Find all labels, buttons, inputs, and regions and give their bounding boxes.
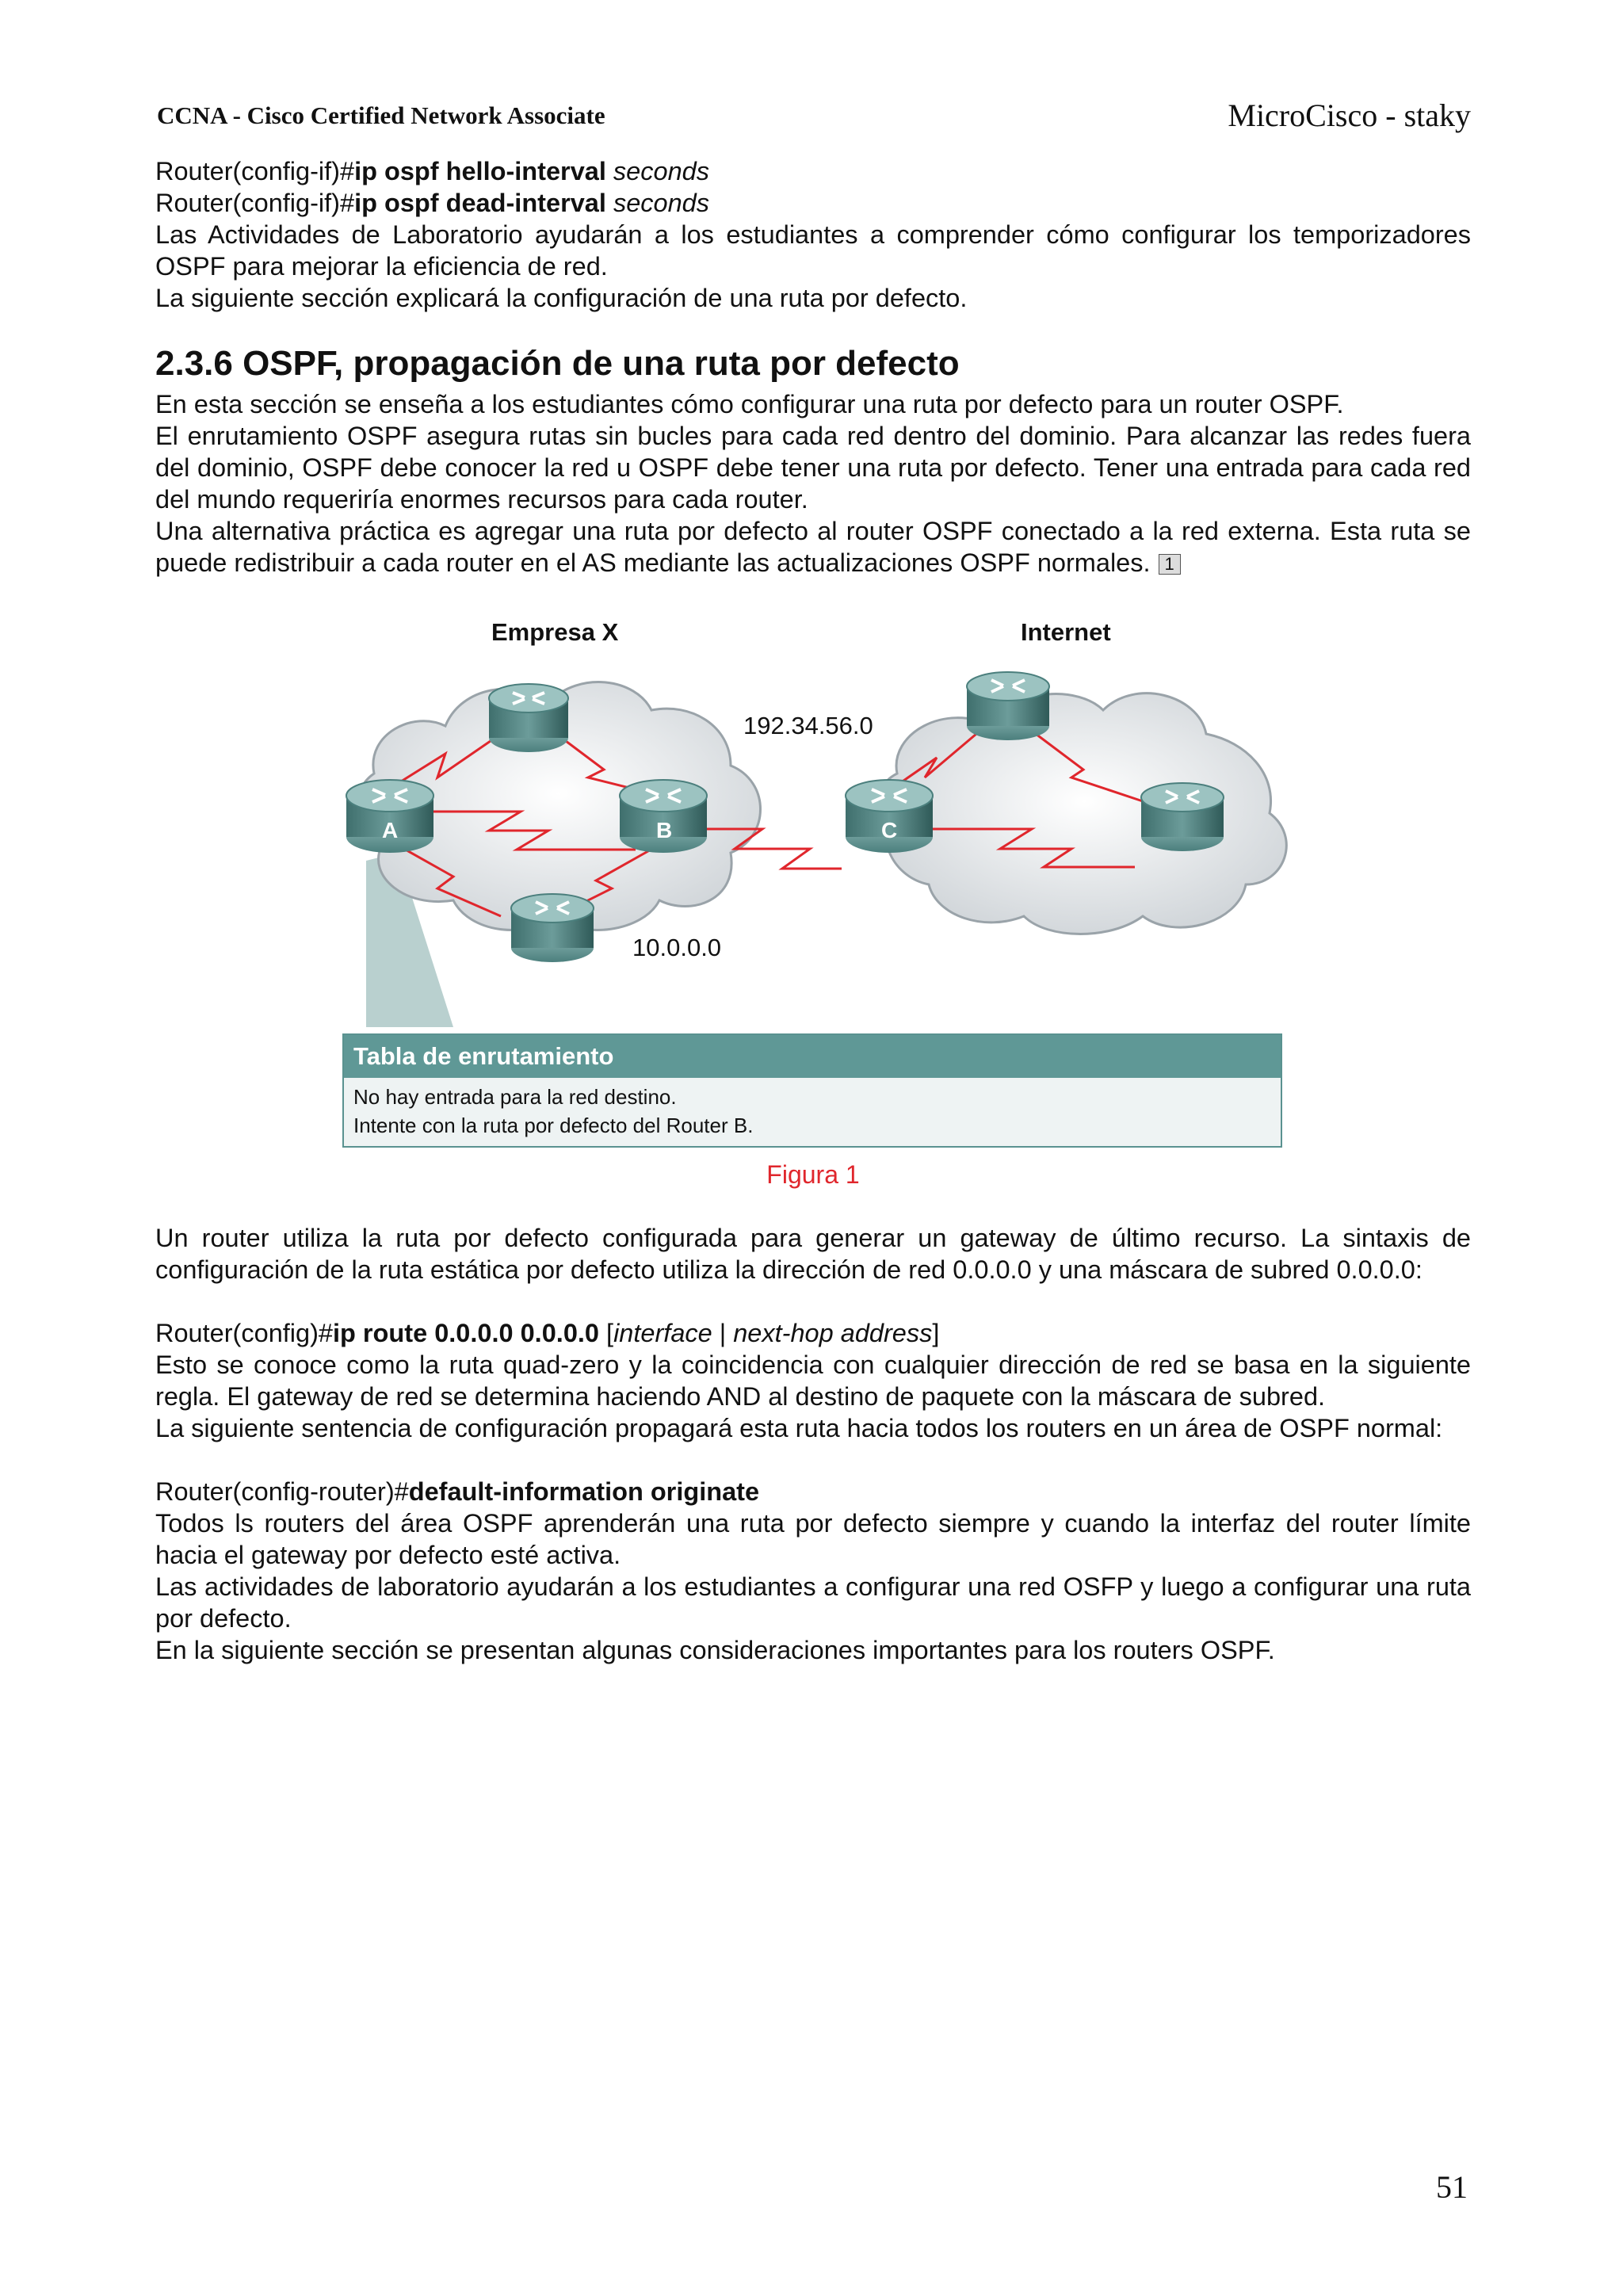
command-argument: interface [613, 1319, 712, 1347]
router-top-internet [967, 672, 1049, 740]
command-keyword: default-information originate [408, 1477, 760, 1506]
paragraph: Las Actividades de Laboratorio ayudarán a los estudiantes a comprender cómo configurar los temporizadores OSPF para mejorar la eficiencia de red. [155, 220, 1471, 281]
routing-table-body [344, 1078, 1281, 1146]
empresa-label: Empresa X [491, 618, 619, 646]
router-right-internet [1141, 783, 1224, 851]
network-diagram [319, 615, 1317, 1059]
router-c-label: C [881, 818, 898, 842]
internal-network-label: 10.0.0.0 [632, 934, 722, 961]
router-top-empresa [489, 684, 568, 752]
router-bottom-empresa [511, 894, 594, 962]
routing-table-line: No hay entrada para la red destino. [353, 1085, 677, 1109]
command-keyword: ip route 0.0.0.0 0.0.0.0 [333, 1319, 599, 1347]
command-keyword: ip ospf hello-interval [354, 157, 606, 185]
command-argument: seconds [613, 189, 709, 217]
header-author: MicroCisco - staky [1228, 97, 1471, 133]
network-link-label: 192.34.56.0 [743, 712, 873, 739]
paragraph [155, 515, 1471, 579]
command-prompt: Router(config)# [155, 1319, 333, 1347]
figure-caption: Figura 1 [766, 1160, 860, 1189]
command-separator: | [712, 1319, 734, 1347]
command-bracket: ] [932, 1319, 940, 1347]
routing-table-title: Tabla de enrutamiento [344, 1035, 1281, 1078]
paragraph: El enrutamiento OSPF asegura rutas sin bucles para cada red dentro del dominio. Para alcanzar las redes fuera del dominio, OSPF debe conocer la red u OSPF debe tener una ruta por defecto. Tener una entrada para cada red del mundo requeriría enormes recursos para cada router. [155, 422, 1471, 514]
command-bracket: [ [599, 1319, 614, 1347]
paragraph: Esto se conoce como la ruta quad-zero y la coincidencia con cualquier dirección de red se basa en la siguiente regla. El gateway de red se determina haciendo AND al destino de paquete con la máscara de subred. [155, 1350, 1471, 1411]
command-line [155, 187, 1471, 219]
routing-table-line: Intente con la ruta por defecto del Router B. [353, 1114, 754, 1137]
section-title: 2.3.6 OSPF, propagación de una ruta por defecto [155, 344, 960, 383]
network-figure [319, 615, 1317, 1138]
router-a-label: A [382, 818, 399, 842]
command-keyword: ip ospf dead-interval [354, 189, 606, 217]
command-prompt: Router(config-if)# [155, 189, 355, 217]
command-argument: seconds [613, 157, 709, 185]
command-prompt: Router(config-router)# [155, 1477, 409, 1506]
router-b-label: B [656, 818, 673, 842]
figure-reference-link[interactable]: 1 [1159, 554, 1181, 575]
paragraph: En esta sección se enseña a los estudiantes cómo configurar una ruta por defecto para un router OSPF. [155, 390, 1344, 418]
page-body [155, 155, 1471, 1666]
header-title: CCNA - Cisco Certified Network Associate [157, 101, 605, 129]
paragraph: En la siguiente sección se presentan algunas consideraciones importantes para los routers OSPF. [155, 1636, 1275, 1664]
page-number: 51 [1436, 2169, 1468, 2205]
paragraph: Las actividades de laboratorio ayudarán a los estudiantes a configurar una red OSFP y luego a configurar una ruta por defecto. [155, 1572, 1471, 1633]
paragraph: Todos ls routers del área OSPF aprenderán una ruta por defecto siempre y cuando la interfaz del router límite hacia el gateway por defecto esté activa. [155, 1509, 1471, 1569]
internet-label: Internet [1021, 618, 1111, 646]
command-prompt: Router(config-if)# [155, 157, 355, 185]
command-argument: next-hop address [733, 1319, 933, 1347]
paragraph: Un router utiliza la ruta por defecto configurada para generar un gateway de último recurso. La sintaxis de configuración de la ruta estática por defecto utiliza la dirección de red 0.0.0.0 y una máscara de subred 0.0.0.0: [155, 1224, 1471, 1284]
paragraph: La siguiente sentencia de configuración propagará esta ruta hacia todos los routers en un área de OSPF normal: [155, 1414, 1443, 1442]
paragraph: La siguiente sección explicará la configuración de una ruta por defecto. [155, 284, 968, 312]
command-line [155, 155, 1471, 187]
command-line [155, 1476, 1471, 1507]
paragraph-text: Una alternativa práctica es agregar una ruta por defecto al router OSPF conectado a la red externa. Esta ruta se puede redistribuir a cada router en el AS mediante las actualizaciones OSPF normales. [155, 517, 1471, 577]
routing-table-box [342, 1033, 1282, 1148]
internet-cloud [882, 693, 1286, 934]
command-line [155, 1317, 1471, 1349]
